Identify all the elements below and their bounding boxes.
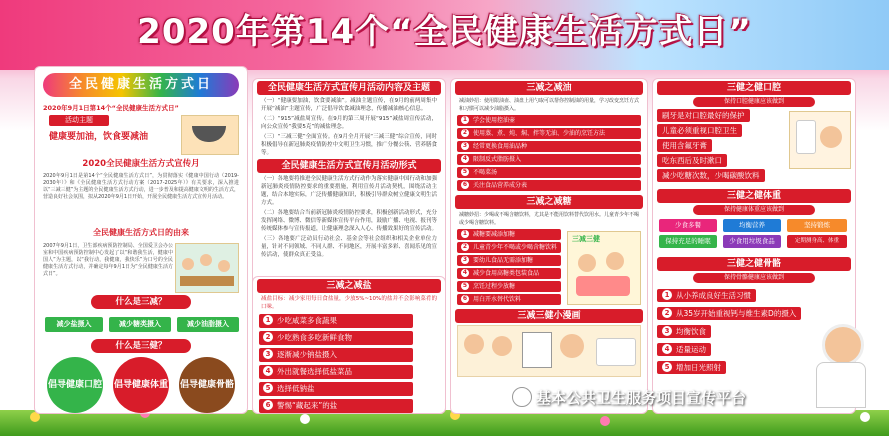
salt-item: 6 警惕“藏起来”的盐 [259,399,413,413]
family-illustration [175,243,239,293]
oral-subtitle: 保持口腔健康应该做到 [693,97,815,107]
sugar-box-icon [522,332,552,368]
sugar-item: 2 儿童青少年不喝或少喝含糖饮料 [457,242,561,253]
clothes-icon [576,276,630,296]
person-icon [182,258,194,270]
month-title: 2020全民健康生活方式宣传月 [82,159,200,169]
oral-health-label: 倡导健康口腔 [47,380,102,390]
oral-item: 刷牙是对口腔最好的保护 [657,109,851,122]
date-line: 2020年9月1日第14个“全民健康生活方式日” [43,104,179,112]
salt-panel [252,276,446,414]
center-mid-panel [450,78,648,414]
sugar-title: 三减之减糖 [455,195,643,209]
weight-pill: 均衡营养 [723,219,781,232]
child-icon [820,126,842,148]
salt-intro: 减盐目标：减少家用每日食盐量，少放5%~10%的盐并不会影响菜肴的口味。 [261,296,437,310]
oil-title: 三减之减油 [455,81,643,95]
oil-item: 6 关注食品营养成分表 [457,180,641,191]
origin-paragraph: 2007年9月1日，卫生部疾病预防控制局、全国爱卫会办公室和中国疾病预防控制中心发起了以“和谐我生活，健康中国人”为主题，以“我行动，我健康，我快乐”为口号的全民健康生活方式行动，并确定每年9月1日为“全民健康生活方式日”。 [43,243,173,277]
theme-text: 健康要加油，饮食要减油 [49,132,149,142]
oral-item: 儿童必须重视口腔卫生 [657,124,851,137]
cartoon-person-icon [560,334,584,358]
person-icon [200,254,212,266]
salt-title: 三减之减盐 [257,279,441,293]
watermark [512,386,746,408]
sugar-item: 6 用白开水替代饮料 [457,294,561,305]
pan-icon [192,126,226,142]
weight-pill: 坚持锻炼 [787,219,847,232]
cartoon-person-icon [492,336,512,356]
sugar-illustration-caption: 三减三健 [572,235,600,243]
activity-content-title: 全民健康生活方式宣传月活动内容及主题 [257,81,441,95]
bone-item: 1 从小养成良好生活习惯 [657,289,851,302]
weight-title: 三健之健体重 [657,189,851,203]
salt-item: 2 少吃熟食多吃新鲜食物 [259,331,413,345]
sugar-intro: 减糖妙招：少喝或不喝含糖饮料，尤其是不能用饮料替代饮用水。儿童青少年不喝或少喝含糖饮料。 [459,212,640,226]
doctor-coat-icon [816,362,866,408]
wechat-icon [512,387,532,407]
activity-para-2: （二）“915”减盐周宣传。在9月的第三周开展“915”减盐周宣传活动，向公众宣传“我要5克”的减盐理念。 [261,116,437,130]
watermark-text: 基本公共卫生服务项目宣传平台 [536,388,747,407]
activity-form-title: 全民健康生活方式宣传月活动形式 [257,159,441,173]
reduce-oil-tag: 减少油脂摄入 [177,317,239,332]
weight-subtitle: 保持健康体重应该做到 [693,205,815,215]
oil-item: 1 学会使用控油壶 [457,115,641,126]
activity-para-1: （一）“健康要加油，饮食要减油”。减油主题宣传，在9月的前两周集中开展“减油”主题宣传，广泛倡导饮食减油理念，传播减油核心信息。 [261,98,437,112]
salt-item: 3 逐渐减少钠盐摄入 [259,348,413,362]
salt-item: 4 外出就餐选择低盐菜品 [259,365,413,379]
three-reduce-question: 什么是三减？ [91,295,191,309]
bone-item: 4 适量运动 [657,343,851,356]
weight-pill: 少食多餐 [659,219,717,232]
salt-item: 5 选择低钠盐 [259,382,413,396]
weight-pill: 少食用垃圾食品 [723,235,781,248]
activity-para-3: （三）“三减三健”全面宣传。在9月全月开展“三减三健”综合宣传，同时积极倡导在新冠肺炎疫情防控中文明卫生习惯，推广分餐公筷、营养膳食等。 [261,134,438,156]
comic-title: 三减三健小漫画 [455,309,643,323]
day-badge: 全民健康生活方式日 [43,73,239,97]
table-icon [180,276,234,286]
oral-title: 三健之健口腔 [657,81,851,95]
speech-bubble-icon [596,338,636,366]
bone-health-label: 倡导健康骨骼 [179,380,234,390]
sugar-illustration [567,231,641,305]
oral-item: 使用含氟牙膏 [657,139,851,152]
reduce-salt-tag: 减少盐摄入 [45,317,103,332]
oral-health-circle [47,357,103,413]
sugar-item: 1 减糖要减添加糖 [457,229,561,240]
weight-pill: 保持充足的睡眠 [659,235,717,248]
oil-item: 3 经常更换食用油品种 [457,141,641,152]
cooking-illustration [181,115,239,155]
child-icon [606,252,624,270]
oil-item: 4 限制反式脂肪摄入 [457,154,641,165]
oil-item: 2 使用蒸、煮、炖、焖、拌等无油、少油的烹饪方法 [457,128,641,139]
bone-health-circle [179,357,235,413]
weight-pill: 定期测身高、体重 [787,235,847,248]
child-icon [578,254,596,272]
reduce-sugar-tag: 减少糖类摄入 [109,317,171,332]
oral-item: 减少吃糖次数，少喝碳酸饮料 [657,169,851,182]
month-paragraph: 2020年9月1日是第14个“全民健康生活方式日”，为贯彻落实《健康中国行动（2019-2030年）》和《全民健康生活方式行动方案（2017-2025年）》有关要求，深入推进以“三减三健”为主题的全民健康生活方式行动，进一步普及和提高健康文明的生活方式，营造良好社会氛围，拟从2020年9月1日开始，开展全民健康生活方式宣传月活动。 [43,173,239,200]
oral-item: 吃东西后及时漱口 [657,154,851,167]
activity-para-4: （一）各地要将推进全民健康生活方式行动作为落实健康中国行动和加强新冠肺炎疫情防控要求的重要措施，利用宣传月活动契机，围绕活动主题，结合本地实际，广泛传播健康知识，积极引导群众树立健康文明生活方式。 [261,176,438,206]
left-panel [34,66,248,414]
salt-item: 1 少吃咸菜多食蔬果 [259,314,413,328]
bone-item: 3 均衡饮食 [657,325,851,338]
bone-subtitle: 保持骨骼健康应该做到 [693,273,815,283]
origin-title: 全民健康生活方式日的由来 [93,228,189,237]
flower-icon [860,412,870,422]
cartoon-person-icon [464,334,484,354]
bone-item: 5 增加日光照射 [657,361,851,374]
weight-health-circle [113,357,169,413]
toothbrush-illustration [789,111,851,169]
person-icon [218,260,230,272]
three-health-question: 什么是三健？ [91,339,191,353]
flower-icon [600,416,610,426]
toothpaste-icon [796,120,816,154]
flower-icon [300,414,310,424]
doctor-head-icon [822,324,864,366]
oil-item: 5 不喝菜汤 [457,167,641,178]
oil-intro: 减油妙招：使用限油壶、油盘上用勺取可以帮你控制油的用量，学习改变烹饪方式和习惯可以减少油脂摄入。 [459,98,640,112]
weight-health-label: 倡导健康体重 [113,380,168,390]
sugar-item: 4 减少食用高糖类包装食品 [457,268,561,279]
page-title: 2020年第14个“全民健康生活方式日” [137,12,752,52]
activity-para-6: （三）各地要广泛动员行动社会、基金会等社会组织和相关企业单位力量，针对不同领域、不同人群、不同地区，开展丰富多彩、喜闻乐见的宣传活动，使群众真正受益。 [261,236,438,258]
sugar-item: 5 烹饪过程少放糖 [457,281,561,292]
theme-label: 活动主题 [49,115,109,126]
oral-list [653,109,855,183]
comic-strip [457,325,641,377]
bone-item: 2 从35岁开始重视钙与维生素D的摄入 [657,307,851,320]
doctor-mascot [812,324,868,410]
bone-title: 三健之健骨骼 [657,257,851,271]
weight-pills [653,217,855,251]
activity-para-5: （二）各地要结合当前新冠肺炎疫情防控要求，积极创新活动形式，充分发挥网络、微博、微信等新媒体宣传平台作用，鼓励广播、电视、报刊等传统媒体参与宣传报道，让健康理念深入人心、传播效果好的宣传活动。 [261,210,438,232]
sugar-item: 3 要幼儿食品无需添加糖 [457,255,561,266]
